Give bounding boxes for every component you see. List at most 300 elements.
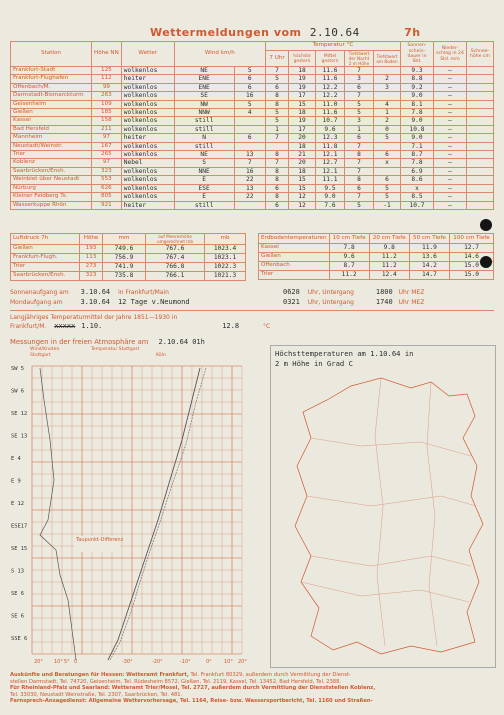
temperature-curve-stuttgart (108, 368, 200, 660)
col-soil-20: 20 cm Tiefe (369, 234, 409, 244)
cell-mean: 12.2 (316, 83, 345, 91)
col-snow: Schnee-höhe cm (467, 42, 494, 67)
cell-sun: 6.9 (401, 167, 434, 175)
cell-sun: 8.8 (401, 75, 434, 83)
wind-level-label: SE 6 (11, 613, 24, 620)
cell-station: Darmstadt-Bismarckturm (11, 92, 92, 100)
cell-tn: 3 (345, 75, 374, 83)
cell-station: Koblenz (11, 159, 92, 167)
cell-wx: wolkenlos (121, 117, 174, 125)
cell-station: Offenbach/M. (11, 83, 92, 91)
cell-snow (467, 109, 494, 117)
table-row (11, 142, 494, 150)
cell-wx: wolkenlos (121, 151, 174, 159)
table-row (11, 117, 494, 125)
cell-tb: 5 (374, 134, 401, 142)
cell-wx: wolkenlos (121, 100, 174, 108)
cell-t7: 1 (266, 125, 289, 133)
cell-max: 17 (289, 92, 316, 100)
cell-h: 263 (92, 92, 122, 100)
cell-h: 265 (92, 151, 122, 159)
cell-snow (467, 92, 494, 100)
cell-h: 626 (92, 184, 122, 192)
cell-h: 113 (80, 254, 103, 263)
cell-mean: 10.7 (316, 117, 345, 125)
table-row (11, 201, 494, 209)
cell-station: Mannheim (11, 134, 92, 142)
cell-station: Kassel (11, 117, 92, 125)
cell-sun: 9.3 (401, 67, 434, 75)
cell-rr: — (434, 117, 467, 125)
cell-mean: 12.2 (316, 92, 345, 100)
profile-subheader: Wind/Knoten Temperatur Stuttgart (30, 347, 140, 352)
cell-tn: 6 (345, 134, 374, 142)
cell-wd: ESE (174, 184, 234, 192)
table-row (11, 159, 494, 167)
cell-wd: still (174, 125, 234, 133)
cell-mean: 9.6 (316, 125, 345, 133)
cell-st: Gießen (11, 245, 80, 254)
cell-h: 185 (92, 109, 122, 117)
cell-mean: 11.6 (316, 67, 345, 75)
cell-ws (234, 142, 266, 150)
axis-tick-label: 10° (224, 659, 233, 665)
cell-rr: — (434, 167, 467, 175)
cell-a: 11.2 (329, 271, 369, 280)
cell-tb: 6 (374, 151, 401, 159)
map-subtitle: 2 m Höhe in Grad C (275, 359, 353, 368)
col-soil-10: 10 cm Tiefe (329, 234, 369, 244)
cell-c: 13.6 (409, 253, 449, 262)
table-row (11, 75, 494, 83)
cell-station: Trier (11, 151, 92, 159)
cell-h: 805 (92, 193, 122, 201)
axis-tick-label: -20° (152, 659, 163, 665)
col-pressure: Luftdruck 7h (11, 234, 80, 245)
station-table (10, 41, 494, 210)
cell-ws (234, 117, 266, 125)
col-temp-ground: Tiefstwert am Boden (374, 51, 401, 67)
pressure-table (10, 233, 246, 281)
cell-st: Trier (11, 263, 80, 272)
cell-mmsea: 767.6 (146, 245, 205, 254)
cell-ws: 7 (234, 159, 266, 167)
table-row (11, 193, 494, 201)
table-row (259, 271, 494, 280)
cell-t7: 7 (266, 159, 289, 167)
cell-wd: NNW (174, 109, 234, 117)
cell-st: Frankfurt-Flugh. (11, 254, 80, 263)
cell-h: 109 (92, 100, 122, 108)
cell-a: 7.8 (329, 244, 369, 253)
table-row (11, 263, 246, 272)
table-row (11, 245, 246, 254)
cell-h: 211 (92, 125, 122, 133)
col-p-height: Höhe (80, 234, 103, 245)
cell-sun: 9.2 (401, 83, 434, 91)
cell-rr: — (434, 134, 467, 142)
sunrise-line: Sonnenaufgang am 3.10.64 in Frankfurt/Main (10, 288, 169, 296)
cell-mb: 1021.3 (205, 272, 246, 281)
cell-d: 12.7 (450, 244, 494, 253)
cell-tn: 6 (345, 184, 374, 192)
cell-wx: Nebel (121, 159, 174, 167)
cell-rr: — (434, 159, 467, 167)
sunrise-times: 0628 Uhr, Untergang 1800 Uhr MEZ (283, 288, 425, 296)
cell-ws: 22 (234, 193, 266, 201)
cell-mm: 749.6 (103, 245, 146, 254)
axis-tick-label: 20° (238, 659, 247, 665)
cell-snow (467, 83, 494, 91)
cell-mean: 12.1 (316, 151, 345, 159)
cell-a: 8.7 (329, 262, 369, 271)
cell-sun: 9.0 (401, 117, 434, 125)
wind-level-label: SSE 6 (11, 636, 28, 642)
cell-tb: 0 (374, 125, 401, 133)
cell-mb: 1022.3 (205, 263, 246, 272)
cell-mean: 12.7 (316, 159, 345, 167)
cell-wx: wolkenlos (121, 67, 174, 75)
cell-snow (467, 201, 494, 209)
cell-b: 12.4 (369, 271, 409, 280)
cell-st: Offenbach (259, 262, 330, 271)
cell-snow (467, 159, 494, 167)
col-soil-50: 50 cm Tiefe (409, 234, 449, 244)
table-row (11, 184, 494, 192)
cell-rr: — (434, 125, 467, 133)
cell-mmsea: 766.1 (146, 272, 205, 281)
atmosphere-profile-diagram (10, 360, 250, 666)
cell-snow (467, 176, 494, 184)
cell-wx: heiter (121, 201, 174, 209)
cell-wd: still (174, 142, 234, 150)
cell-sun: 8.6 (401, 176, 434, 184)
cell-tb: 4 (374, 100, 401, 108)
cell-wd: ENE (174, 83, 234, 91)
cell-station: Neustadt/Weinstr. (11, 142, 92, 150)
cell-sun: 8.5 (401, 193, 434, 201)
temperature-curve-koeln (110, 368, 206, 660)
cell-h: 921 (92, 201, 122, 209)
cell-wd: S (174, 159, 234, 167)
cell-mean: 12.1 (316, 167, 345, 175)
cell-ws (234, 201, 266, 209)
table-row (11, 100, 494, 108)
cell-snow (467, 193, 494, 201)
cell-tb: x (374, 159, 401, 167)
cell-tb: 6 (374, 176, 401, 184)
cell-sun: 9.0 (401, 92, 434, 100)
punch-hole-top (480, 219, 492, 231)
cell-station: Nürburg (11, 184, 92, 192)
cell-wd: NW (174, 100, 234, 108)
cell-mmsea: 766.8 (146, 263, 205, 272)
cell-h: 97 (92, 159, 122, 167)
cell-wx: wolkenlos (121, 193, 174, 201)
cell-d: 15.0 (450, 262, 494, 271)
table-row (11, 134, 494, 142)
cell-rr: — (434, 109, 467, 117)
cell-wx: wolkenlos (121, 92, 174, 100)
cell-t7: 6 (266, 201, 289, 209)
col-temp-mean: Mittel gestern (316, 51, 345, 67)
cell-c: 14.2 (409, 262, 449, 271)
table-row (11, 176, 494, 184)
cell-sun: 7.8 (401, 109, 434, 117)
table-row (11, 92, 494, 100)
cell-tn: 8 (345, 151, 374, 159)
cell-max: 18 (289, 142, 316, 150)
cell-tb: 2 (374, 117, 401, 125)
profile-header: Messungen in der freien Atmosphäre am 2.10.64 01h (10, 338, 205, 346)
col-p-sea: auf Meereshöhe umgerechnet mb (146, 234, 205, 245)
col-temp-7h: 7 Uhr (266, 51, 289, 67)
cell-a: 9.6 (329, 253, 369, 262)
cell-mean: 11.6 (316, 109, 345, 117)
cell-sun: 10.8 (401, 125, 434, 133)
cell-station: Wasserkuppe Rhön (11, 201, 92, 209)
cell-mean: 11.1 (316, 176, 345, 184)
moonrise-times: 0321 Uhr, Untergang 1740 Uhr MEZ (283, 298, 425, 306)
cell-st: Kassel (259, 244, 330, 253)
axis-tick-label: 0° (206, 659, 212, 665)
cell-snow (467, 142, 494, 150)
cell-t7: 8 (266, 92, 289, 100)
cell-snow (467, 184, 494, 192)
cell-wd: still (174, 117, 234, 125)
cell-ws: 16 (234, 167, 266, 175)
cell-h: 125 (92, 67, 122, 75)
cell-tn: 7 (345, 193, 374, 201)
cell-mean: 12.3 (316, 134, 345, 142)
cell-tn: 1 (345, 125, 374, 133)
soil-table (258, 233, 494, 280)
cell-wd: NE (174, 151, 234, 159)
cell-t7: 5 (266, 117, 289, 125)
cell-max: 19 (289, 83, 316, 91)
cell-wx: wolkenlos (121, 109, 174, 117)
cell-tn: 7 (345, 142, 374, 150)
cell-wx: wolkenlos (121, 167, 174, 175)
cell-rr: — (434, 201, 467, 209)
cell-sun: 8.1 (401, 100, 434, 108)
col-wind: Wind km/h (174, 42, 265, 67)
cell-wx: heiter (121, 75, 174, 83)
cell-d: 14.6 (450, 253, 494, 262)
cell-d: 15.0 (450, 271, 494, 280)
col-station: Station (11, 42, 92, 67)
germany-outline-map (271, 346, 495, 667)
col-temp-min: Tiefstwert der Nacht 2 m Höhe (345, 51, 374, 67)
cell-mmsea: 767.4 (146, 254, 205, 263)
cell-wx: wolkenlos (121, 142, 174, 150)
cell-tn: 6 (345, 83, 374, 91)
cell-c: 11.9 (409, 244, 449, 253)
cell-t7 (266, 142, 289, 150)
cell-snow (467, 125, 494, 133)
cell-rr: — (434, 142, 467, 150)
axis-tick-label: 10° (54, 659, 63, 665)
axis-tick-label: 0 (74, 659, 78, 665)
cell-tb (374, 92, 401, 100)
cell-t7: 8 (266, 151, 289, 159)
cell-rr: — (434, 176, 467, 184)
profile-subheader-2: Stuttgart Köln (30, 353, 166, 358)
cell-rr: — (434, 193, 467, 201)
cell-wx: wolkenlos (121, 83, 174, 91)
cell-ws: 6 (234, 134, 266, 142)
cell-station: Geisenheim (11, 100, 92, 108)
axis-tick-label: -10° (180, 659, 191, 665)
cell-station: Gießen (11, 109, 92, 117)
cell-mean: 9.0 (316, 193, 345, 201)
cell-mm: 756.9 (103, 254, 146, 263)
report-date: 2.10.64 (309, 26, 360, 39)
cell-max: 20 (289, 134, 316, 142)
cell-mm: 741.9 (103, 263, 146, 272)
wind-level-label: S 13 (11, 568, 24, 575)
cell-mean: 9.5 (316, 184, 345, 192)
wind-level-label: SE 13 (11, 433, 28, 440)
cell-h: 323 (92, 167, 122, 175)
table-row (11, 83, 494, 91)
cell-t7: 8 (266, 176, 289, 184)
cell-h: 193 (80, 245, 103, 254)
cell-mean: 7.6 (316, 201, 345, 209)
cell-station: Kleiner Feldberg Ts. (11, 193, 92, 201)
cell-rr: — (434, 184, 467, 192)
cell-snow (467, 100, 494, 108)
col-p-mm: mm (103, 234, 146, 245)
cell-ws: 22 (234, 176, 266, 184)
cell-wx: wolkenlos (121, 125, 174, 133)
cell-max: 19 (289, 75, 316, 83)
map-title: Höchsttemperaturen am 1.10.64 in (275, 349, 414, 358)
cell-max: 15 (289, 184, 316, 192)
wind-level-label: SW 5 (11, 366, 24, 372)
cell-station: Saarbrücken/Ensh. (11, 167, 92, 175)
cell-ws: 5 (234, 67, 266, 75)
table-row (259, 262, 494, 271)
cell-snow (467, 75, 494, 83)
cell-wd: E (174, 176, 234, 184)
table-row (11, 254, 246, 263)
cell-wx: heiter (121, 134, 174, 142)
dewpoint-curve (40, 368, 76, 660)
cell-t7: 7 (266, 67, 289, 75)
cell-tb (374, 142, 401, 150)
cell-station: Frankfurt-Flughafen (11, 75, 92, 83)
cell-tb: 1 (374, 109, 401, 117)
cell-t7: 5 (266, 109, 289, 117)
cell-mb: 1023.1 (205, 254, 246, 263)
wind-level-label: E 9 (11, 478, 21, 485)
cell-tb (374, 167, 401, 175)
cell-h: 323 (80, 272, 103, 281)
cell-mean: 11.8 (316, 142, 345, 150)
cell-tn: 5 (345, 201, 374, 209)
cell-sun: 10.7 (401, 201, 434, 209)
col-soil: Erdbodentemperaturen (259, 234, 330, 244)
cell-rr: — (434, 100, 467, 108)
longterm-label: Langjähriges Temperaturmittel der Jahre 1851—1930 in (10, 314, 178, 321)
cell-max: 18 (289, 67, 316, 75)
cell-ws: 6 (234, 75, 266, 83)
cell-sun: 7.1 (401, 142, 434, 150)
cell-rr: — (434, 151, 467, 159)
cell-rr: — (434, 67, 467, 75)
col-sunshine: Sonnen-schein-dauer in Std. (401, 42, 434, 67)
cell-ws: 5 (234, 100, 266, 108)
cell-snow (467, 117, 494, 125)
cell-tn: 7 (345, 167, 374, 175)
col-height: Höhe NN (92, 42, 122, 67)
table-row (11, 67, 494, 75)
cell-wx: wolkenlos (121, 176, 174, 184)
cell-h: 97 (92, 134, 122, 142)
col-temp-group: Temperatur °C (266, 42, 401, 51)
cell-sun: 8.7 (401, 151, 434, 159)
cell-snow (467, 67, 494, 75)
cell-wd: NNE (174, 167, 234, 175)
cell-h: 112 (92, 75, 122, 83)
cell-b: 11.2 (369, 262, 409, 271)
cell-t7: 7 (266, 134, 289, 142)
cell-max: 18 (289, 167, 316, 175)
table-row (11, 167, 494, 175)
wind-level-label: SW 6 (11, 388, 24, 395)
cell-sun: 9.0 (401, 134, 434, 142)
map-inner-lines (301, 378, 476, 646)
cell-station: Frankfurt-Stadt (11, 67, 92, 75)
cell-tb: 3 (374, 83, 401, 91)
cell-tn: 5 (345, 100, 374, 108)
table-row (11, 125, 494, 133)
cell-h: 167 (92, 142, 122, 150)
cell-b: 11.2 (369, 253, 409, 262)
cell-snow (467, 151, 494, 159)
dewpoint-annotation: Taupunkt-Differenz (76, 537, 124, 543)
table-row (11, 272, 246, 281)
cell-snow (467, 134, 494, 142)
cell-h: 273 (80, 263, 103, 272)
cell-st: Gießen (259, 253, 330, 262)
cell-max: 12 (289, 201, 316, 209)
temperature-map (270, 345, 496, 668)
wind-level-label: E 12 (11, 501, 24, 507)
cell-tb: 5 (374, 193, 401, 201)
longterm-line: Frankfurt/M. xxxxx 1.10. 12.8 °C (10, 322, 271, 330)
cell-max: 21 (289, 151, 316, 159)
cell-t7: 5 (266, 75, 289, 83)
table-row (11, 109, 494, 117)
cell-ws: 13 (234, 151, 266, 159)
cell-ws: 16 (234, 92, 266, 100)
cell-h: 553 (92, 176, 122, 184)
cell-rr: — (434, 75, 467, 83)
wind-level-label: SE 15 (11, 546, 28, 552)
col-soil-100: 100 cm Tiefe (450, 234, 494, 244)
page-title: Wettermeldungen vom 2.10.64 7h (150, 26, 421, 39)
cell-mean: 11.0 (316, 100, 345, 108)
col-precip: Nieder-schlag in 24 Std. mm (434, 42, 467, 67)
footer-info: Auskünfte und Beratungen für Hessen: Wetteramt Frankfurt, Tel. Frankfurt 80329, außerdem durch Vermittlung der Dienst- stellen Darmstadt, Tel. 74720, Geisenheim, Tel. Rüdesheim 8572, Gießen, Tel. 2119, Kassel, Tel. 13452, Bad Hersfeld, Tel. 2388. Für Rheinland-Pfalz und Saarland: Wetteramt Trier/Mosel, Tel. 2727, außerdem durch Vermittlung der Dienststellen Koblenz, Tel. 33030, Neustadt Weinstraße, Tel. 2307, Saarbrücken, Tel. 481. Fernsprech-Ansagedienst: Allgemeine Wettervorhersage, Tel. 1164, Reise- bzw. Wassersportbericht, Tel. 1160 und Straßen- (10, 672, 376, 705)
cell-ws: 6 (234, 83, 266, 91)
cell-tb: -1 (374, 201, 401, 209)
cell-h: 99 (92, 83, 122, 91)
cell-max: 15 (289, 100, 316, 108)
cell-ws: 4 (234, 109, 266, 117)
